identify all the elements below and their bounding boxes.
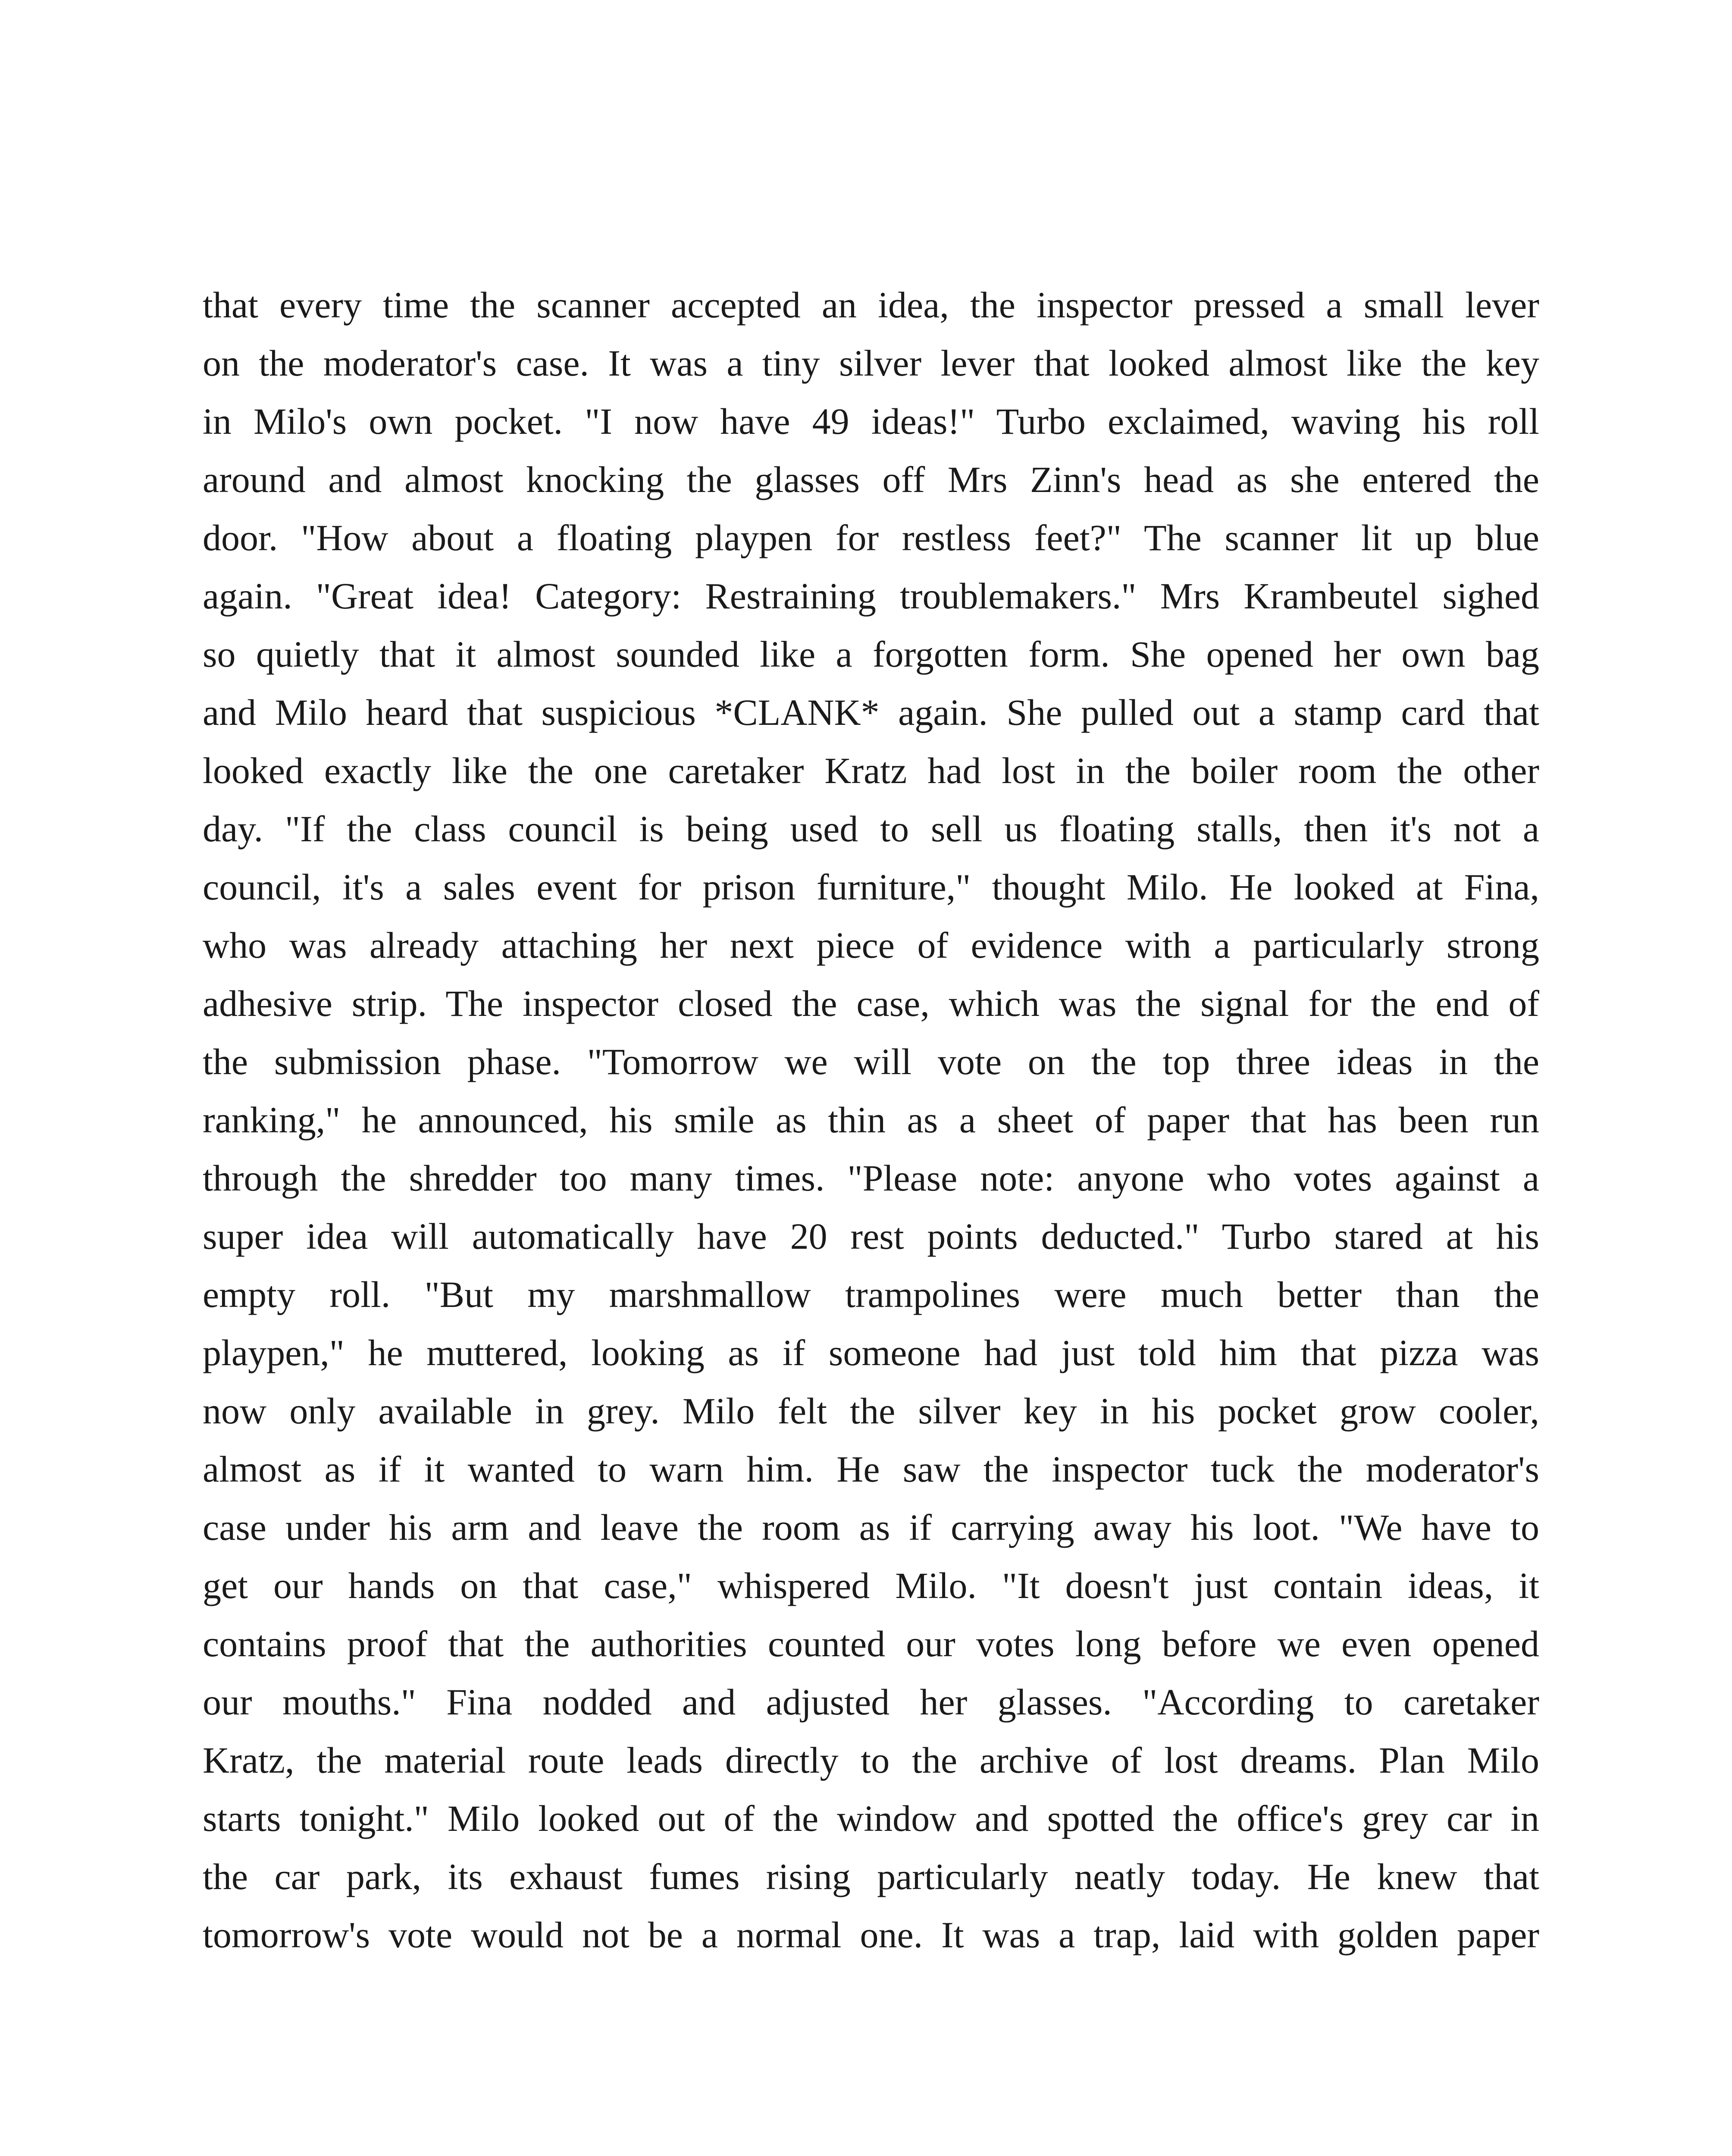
text-line: ranking," he announced, his smile as thin as a sheet of paper that has been run <box>203 1099 1539 1141</box>
text-line: through the shredder too many times. "Please note: anyone who votes against a <box>203 1157 1539 1199</box>
text-line: again. "Great idea! Category: Restraining troublemakers." Mrs Krambeutel sighed <box>203 575 1539 617</box>
text-line: and Milo heard that suspicious *CLANK* again. She pulled out a stamp card that <box>203 692 1539 733</box>
text-line: super idea will automatically have 20 rest points deducted." Turbo stared at his <box>203 1216 1539 1257</box>
text-line: empty roll. "But my marshmallow trampolines were much better than the <box>203 1274 1539 1315</box>
text-line: almost as if it wanted to warn him. He saw the inspector tuck the moderator's <box>203 1448 1539 1490</box>
text-line: playpen," he muttered, looking as if someone had just told him that pizza was <box>203 1332 1539 1373</box>
text-line: so quietly that it almost sounded like a forgotten form. She opened her own bag <box>203 633 1539 675</box>
text-line: contains proof that the authorities counted our votes long before we even opened <box>203 1623 1539 1664</box>
text-line: adhesive strip. The inspector closed the case, which was the signal for the end of <box>203 983 1539 1024</box>
text-line: who was already attaching her next piece of evidence with a particularly strong <box>203 924 1539 966</box>
text-line: Kratz, the material route leads directly to the archive of lost dreams. Plan Milo <box>203 1739 1539 1781</box>
text-line: starts tonight." Milo looked out of the window and spotted the office's grey car in <box>203 1798 1539 1839</box>
text-line: case under his arm and leave the room as if carrying away his loot. "We have to <box>203 1507 1539 1548</box>
text-line: the submission phase. "Tomorrow we will vote on the top three ideas in the <box>203 1041 1539 1082</box>
text-line: in Milo's own pocket. "I now have 49 ideas!" Turbo exclaimed, waving his roll <box>203 401 1539 442</box>
body-text <box>203 276 1539 1964</box>
text-line: now only available in grey. Milo felt the silver key in his pocket grow cooler, <box>203 1390 1539 1432</box>
text-line: around and almost knocking the glasses off Mrs Zinn's head as she entered the <box>203 459 1539 500</box>
text-line: get our hands on that case," whispered Milo. "It doesn't just contain ideas, it <box>203 1565 1539 1606</box>
text-line: door. "How about a floating playpen for restless feet?" The scanner lit up blue <box>203 517 1539 558</box>
text-line: council, it's a sales event for prison furniture," thought Milo. He looked at Fina, <box>203 866 1539 908</box>
text-line: looked exactly like the one caretaker Kratz had lost in the boiler room the other <box>203 750 1539 791</box>
text-line: on the moderator's case. It was a tiny silver lever that looked almost like the key <box>203 342 1539 384</box>
text-line: day. "If the class council is being used to sell us floating stalls, then it's not a <box>203 808 1539 849</box>
text-line: tomorrow's vote would not be a normal one. It was a trap, laid with golden paper <box>203 1914 1539 1955</box>
text-line: our mouths." Fina nodded and adjusted her glasses. "According to caretaker <box>203 1681 1539 1723</box>
text-line: that every time the scanner accepted an idea, the inspector pressed a small lever <box>203 284 1539 326</box>
text-line: the car park, its exhaust fumes rising particularly neatly today. He knew that <box>203 1856 1539 1897</box>
